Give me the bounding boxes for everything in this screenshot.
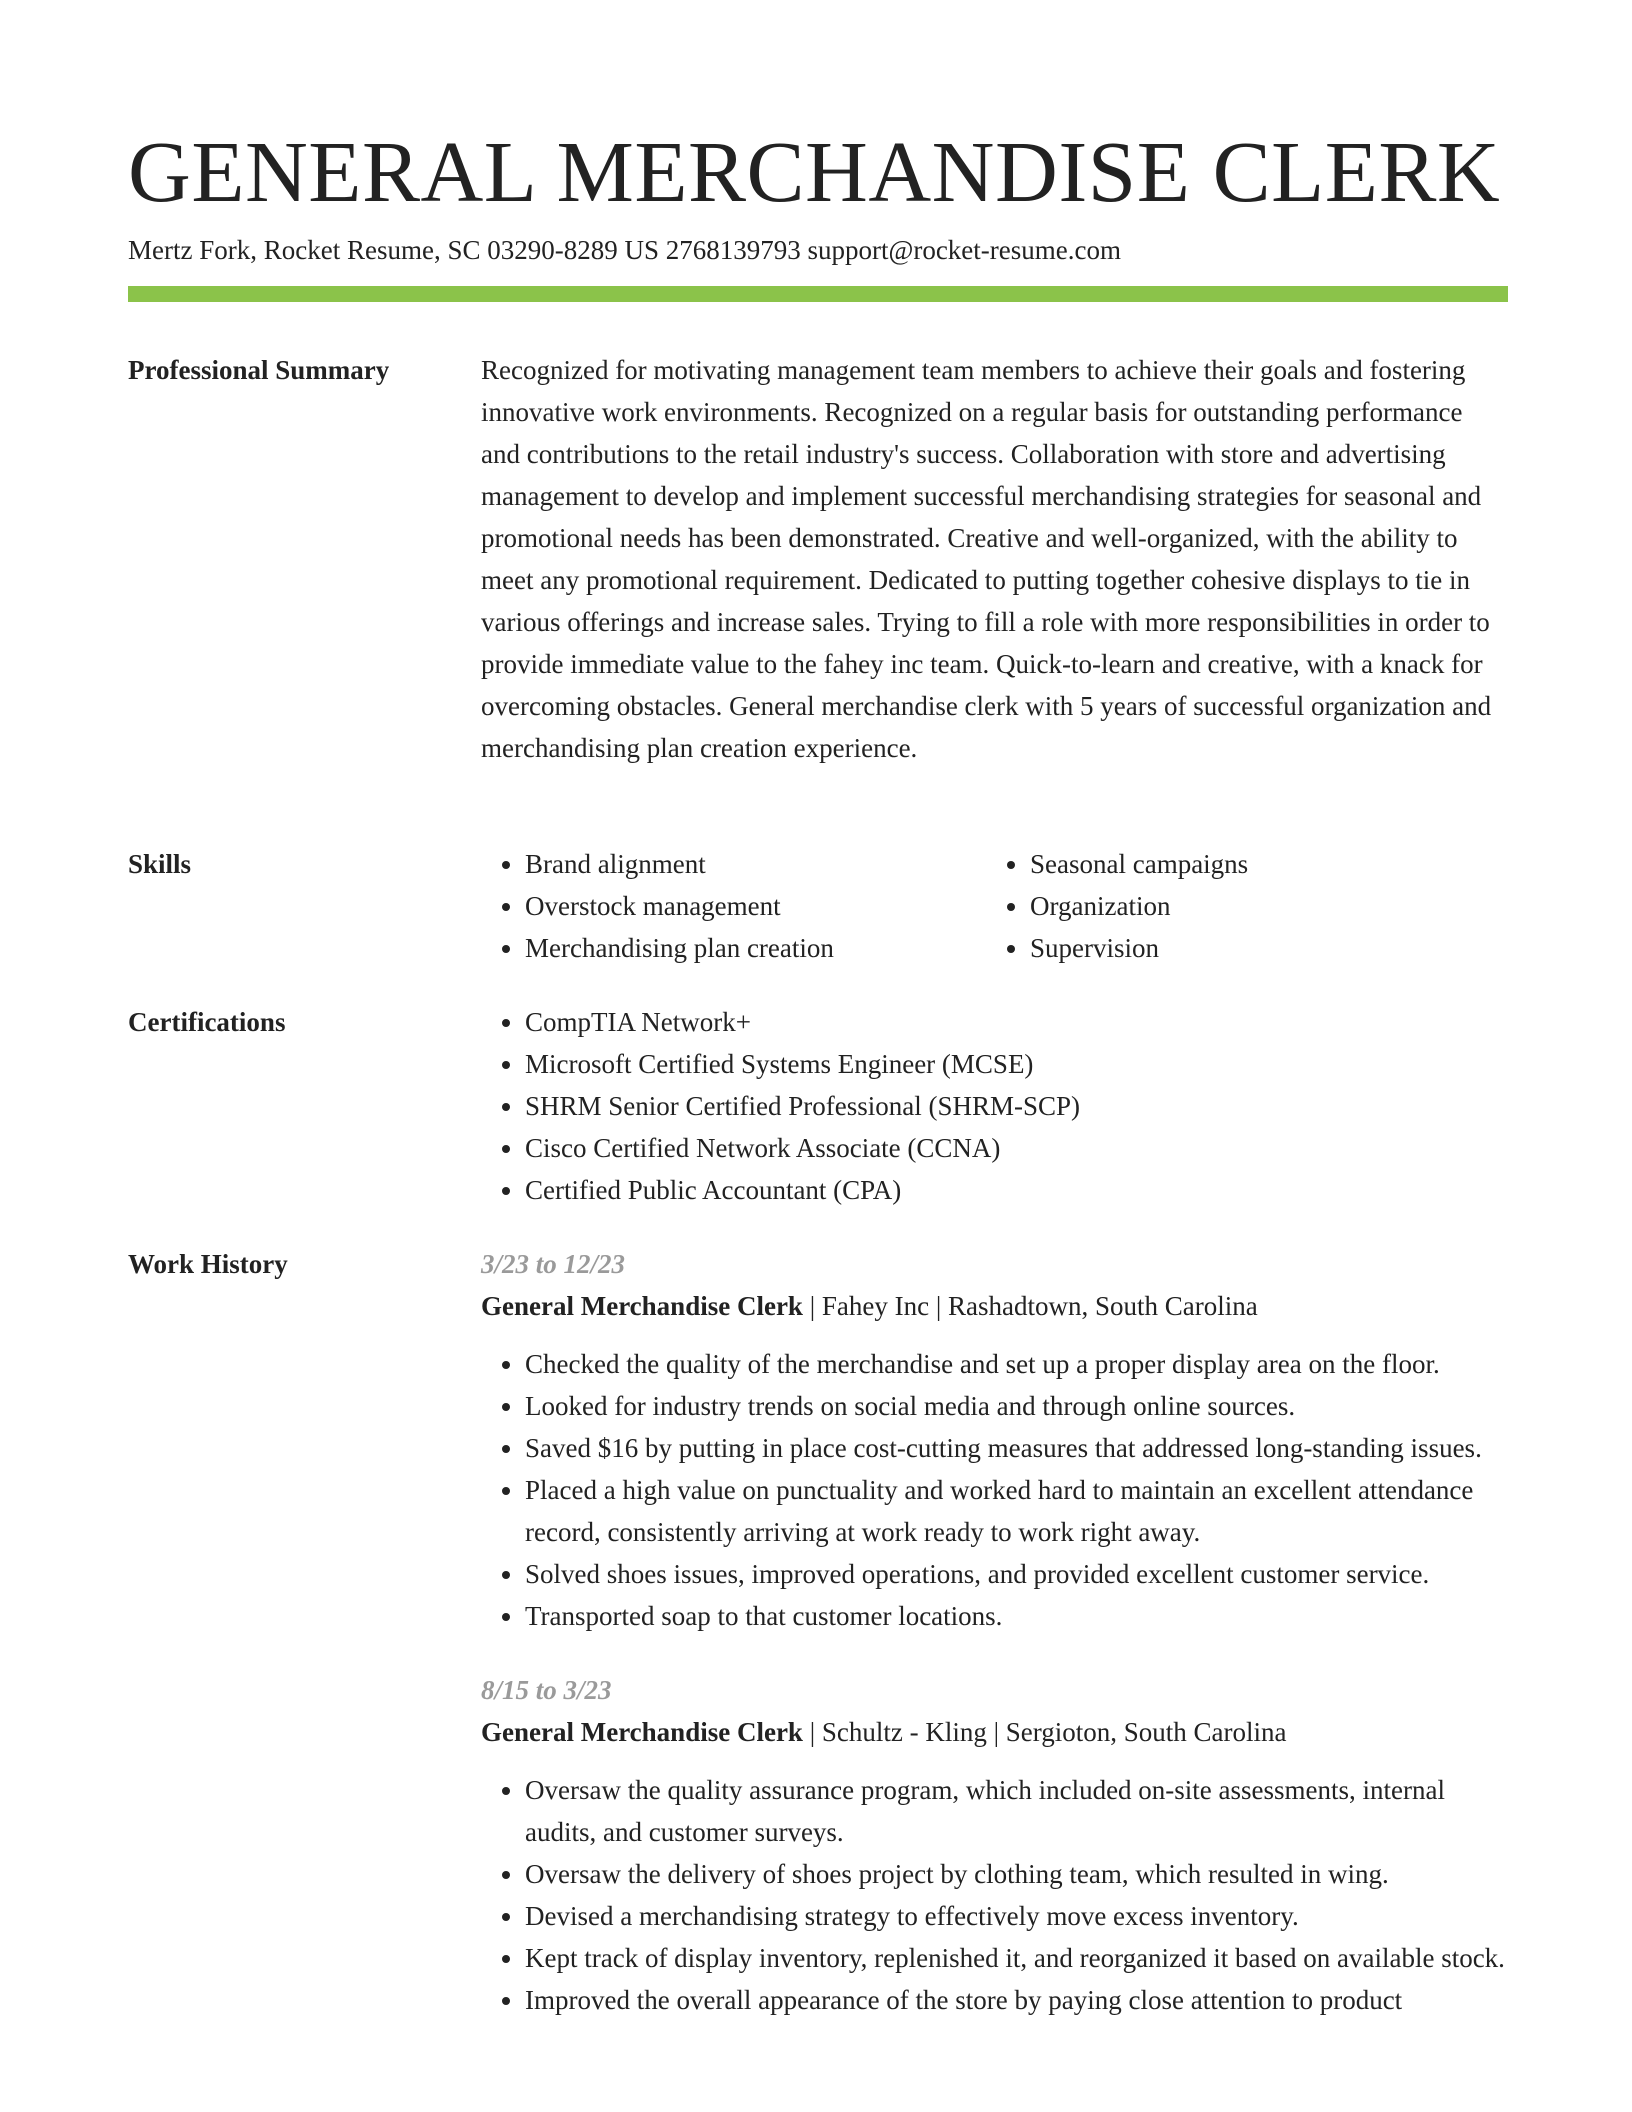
job-heading — [481, 1285, 1508, 1327]
certifications-label: Certifications — [128, 1007, 286, 1037]
skill-item: • Brand alignment — [525, 843, 986, 885]
skills-list-right — [986, 843, 1491, 969]
job-title: General Merchandise Clerk — [481, 1717, 803, 1747]
job-bullet: • Oversaw the quality assurance program, which included on-site assessments, internal audits, and customer surveys. — [525, 1769, 1508, 1853]
job-separator: | — [802, 1291, 822, 1321]
job-heading — [481, 1711, 1508, 1753]
job-separator: | — [802, 1717, 822, 1747]
skills-body — [481, 843, 1508, 969]
job-bullet: • Transported soap to that customer locations. — [525, 1595, 1508, 1637]
job-entry — [481, 1243, 1508, 1637]
certification-item: • Certified Public Accountant (CPA) — [525, 1169, 1508, 1211]
work-history-label: Work History — [128, 1249, 288, 1279]
job-bullet: • Solved shoes issues, improved operations, and provided excellent customer service. — [525, 1553, 1508, 1595]
header-divider — [128, 286, 1508, 302]
summary-text: Recognized for motivating management team members to achieve their goals and fostering innovative work environments. Recognized on a regular basis for outstanding performance and contributions to the retail industry's success. Collaboration with store and advertising management to develop and implement successful merchandising strategies for seasonal and promotional needs has been demonstrated. Creative and well-organized, with the ability to meet any promotional requirement. Dedicated to putting together cohesive displays to tie in various offerings and increase sales. Trying to fill a role with more responsibilities in order to provide immediate value to the fahey inc team. Quick-to-learn and creative, with a knack for overcoming obstacles. General merchandise clerk with 5 years of successful organization and merchandising plan creation experience. — [481, 355, 1492, 763]
job-bullets — [481, 1343, 1508, 1637]
job-bullet: • Oversaw the delivery of shoes project by clothing team, which resulted in wing. — [525, 1853, 1508, 1895]
job-title: General Merchandise Clerk — [481, 1291, 803, 1321]
job-bullet: • Looked for industry trends on social media and through online sources. — [525, 1385, 1508, 1427]
resume-name-heading: GENERAL MERCHANDISE CLERK — [128, 123, 1501, 220]
summary-label: Professional Summary — [128, 355, 390, 385]
job-details: Fahey Inc | Rashadtown, South Carolina — [821, 1291, 1258, 1321]
job-entry — [481, 1669, 1508, 2021]
certification-item: • Microsoft Certified Systems Engineer (MCSE) — [525, 1043, 1508, 1085]
skills-list-left — [481, 843, 986, 969]
job-bullet: • Saved $16 by putting in place cost-cutting measures that addressed long-standing issues. — [525, 1427, 1508, 1469]
skills-label: Skills — [128, 849, 192, 879]
job-dates: 8/15 to 3/23 — [481, 1675, 612, 1705]
job-bullet: • Kept track of display inventory, replenished it, and reorganized it based on available stock. — [525, 1937, 1508, 1979]
job-bullet: • Devised a merchandising strategy to effectively move excess inventory. — [525, 1895, 1508, 1937]
skill-item: • Seasonal campaigns — [1030, 843, 1491, 885]
certifications-body — [481, 1001, 1508, 1211]
certification-item: • CompTIA Network+ — [525, 1001, 1508, 1043]
job-bullets — [481, 1769, 1508, 2021]
skill-item: • Merchandising plan creation — [525, 927, 986, 969]
work-history-body — [481, 1243, 1508, 2053]
skill-item: • Overstock management — [525, 885, 986, 927]
job-bullet: • Checked the quality of the merchandise and set up a proper display area on the floor. — [525, 1343, 1508, 1385]
job-details: Schultz - Kling | Sergioton, South Carolina — [821, 1717, 1287, 1747]
certifications-list — [481, 1001, 1508, 1211]
summary-body — [481, 349, 1508, 769]
job-bullet: • Placed a high value on punctuality and worked hard to maintain an excellent attendance record, consistently arriving at work ready to work right away. — [525, 1469, 1508, 1553]
certification-item: • SHRM Senior Certified Professional (SHRM-SCP) — [525, 1085, 1508, 1127]
job-dates: 3/23 to 12/23 — [481, 1249, 626, 1279]
skill-item: • Organization — [1030, 885, 1491, 927]
contact-line: Mertz Fork, Rocket Resume, SC 03290-8289 US 2768139793 support@rocket-resume.com — [128, 235, 1121, 265]
job-bullet: • Improved the overall appearance of the store by paying close attention to product — [525, 1979, 1508, 2021]
skill-item: • Supervision — [1030, 927, 1491, 969]
certification-item: • Cisco Certified Network Associate (CCNA) — [525, 1127, 1508, 1169]
